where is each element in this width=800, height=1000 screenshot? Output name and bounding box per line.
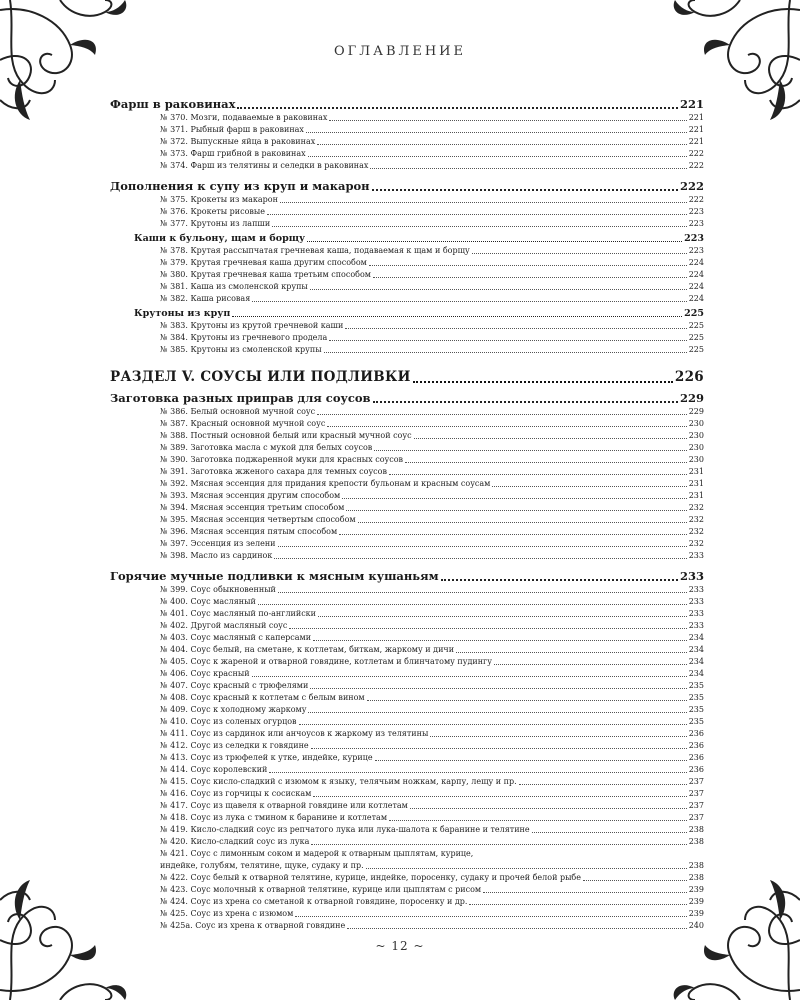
toc-page: 223 [688, 219, 704, 228]
toc-item[interactable] [110, 418, 704, 430]
toc-item[interactable] [110, 692, 704, 704]
toc-item[interactable] [110, 478, 704, 490]
dot-leader [252, 301, 686, 302]
toc-label: № 413. Соус из трюфелей к утке, индейке, курице [160, 753, 373, 762]
toc-subsection[interactable] [110, 307, 704, 320]
dot-leader [306, 132, 687, 133]
dot-leader [494, 664, 687, 665]
toc-label: № 378. Крутая рассыпчатая гречневая каша, подаваемая к щам и борщу [160, 246, 470, 255]
dot-leader [237, 107, 678, 109]
toc-label: № 397. Эссенция из зелени [160, 539, 276, 548]
toc-label: № 402. Другой масляный соус [160, 621, 288, 630]
toc-page: 232 [688, 527, 704, 536]
dot-leader [317, 414, 687, 415]
toc-item[interactable] [110, 112, 704, 124]
dot-leader [456, 652, 687, 653]
toc-label: № 421. Соус с лимонным соком и мадерой к отварным цыплятам, курице, [160, 849, 474, 858]
toc-page: 231 [688, 467, 704, 476]
toc-item[interactable] [110, 148, 704, 160]
toc-item[interactable] [110, 680, 704, 692]
toc-item[interactable] [110, 920, 704, 932]
dot-leader [410, 808, 687, 809]
toc-label: № 399. Соус обыкновенный [160, 585, 276, 594]
toc-page: 234 [688, 669, 704, 678]
dot-leader [278, 546, 687, 547]
dot-leader [345, 328, 686, 329]
toc-item[interactable] [110, 788, 704, 800]
toc-page: 237 [688, 801, 704, 810]
toc-label: индейке, голубям, телятине, щуке, судаку и пр. [160, 861, 364, 870]
toc-label: № 417. Соус из щавеля к отварной говядине или котлетам [160, 801, 408, 810]
toc-label: № 387. Красный основной мучной соус [160, 419, 326, 428]
dot-leader [389, 820, 687, 821]
dot-leader [308, 712, 686, 713]
dot-leader [519, 784, 687, 785]
toc-label: № 382. Каша рисовая [160, 294, 251, 303]
toc-page: 234 [688, 645, 704, 654]
dot-leader [317, 144, 686, 145]
toc-page: 237 [688, 813, 704, 822]
toc-section[interactable] [110, 390, 704, 406]
toc-item[interactable] [110, 716, 704, 728]
toc-label: Заготовка разных приправ для соусов [110, 391, 371, 405]
toc-label: РАЗДЕЛ V. СОУСЫ ИЛИ ПОДЛИВКИ [110, 369, 411, 385]
dot-leader [310, 688, 686, 689]
dot-leader [232, 316, 682, 317]
toc-page: 225 [688, 333, 704, 342]
dot-leader [374, 450, 686, 451]
dot-leader [267, 214, 687, 215]
toc-label: № 390. Заготовка поджаренной муки для красных соусов [160, 455, 404, 464]
toc-label: № 425а. Соус из хрена к отварной говядине [160, 921, 346, 930]
dot-leader [313, 796, 686, 797]
toc-item[interactable] [110, 526, 704, 538]
toc-item[interactable] [110, 332, 704, 344]
toc-label: № 410. Соус из соленых огурцов [160, 717, 297, 726]
toc-label: № 381. Каша из смоленской крупы [160, 282, 308, 291]
toc-page: 225 [688, 345, 704, 354]
dot-leader [280, 202, 687, 203]
toc-page: 230 [688, 443, 704, 452]
toc-item[interactable] [110, 514, 704, 526]
toc-page: 236 [688, 765, 704, 774]
toc-item[interactable] [110, 281, 704, 293]
toc-label: № 386. Белый основной мучной соус [160, 407, 316, 416]
toc-page: 229 [679, 391, 704, 405]
toc-label: № 409. Соус к холодному жаркому [160, 705, 307, 714]
toc-item[interactable] [110, 490, 704, 502]
toc-page: 233 [688, 621, 704, 630]
dot-leader [347, 928, 686, 929]
toc-page: 222 [688, 161, 704, 170]
dot-leader [367, 700, 687, 701]
toc-label: № 412. Соус из селедки к говядине [160, 741, 309, 750]
dot-leader [492, 486, 686, 487]
dot-leader [272, 226, 687, 227]
toc-item[interactable] [110, 752, 704, 764]
dot-leader [269, 772, 686, 773]
toc-page: 238 [688, 825, 704, 834]
toc-page: 234 [688, 657, 704, 666]
dot-leader [274, 558, 686, 559]
dot-leader [358, 522, 687, 523]
toc-page: 239 [688, 897, 704, 906]
dot-leader [583, 880, 687, 881]
toc-page: 238 [688, 861, 704, 870]
toc-label: № 394. Мясная эссенция третьим способом [160, 503, 345, 512]
toc-page: 221 [688, 125, 704, 134]
toc-label: № 425. Соус из хрена с изюмом [160, 909, 294, 918]
toc-page: 235 [688, 717, 704, 726]
toc-page: 239 [688, 885, 704, 894]
dot-leader [329, 340, 686, 341]
dot-leader [366, 868, 687, 869]
dot-leader [372, 189, 678, 191]
toc-page: 236 [688, 741, 704, 750]
toc-page: 229 [688, 407, 704, 416]
dot-leader [414, 438, 687, 439]
dot-leader [327, 426, 686, 427]
dot-leader [311, 748, 687, 749]
toc-item[interactable] [110, 776, 704, 788]
dot-leader [299, 724, 687, 725]
toc-label: № 400. Соус масляный [160, 597, 256, 606]
dot-leader [278, 592, 687, 593]
toc-item[interactable] [110, 502, 704, 514]
toc-page: 221 [688, 137, 704, 146]
toc-page: 237 [688, 789, 704, 798]
toc-subsection[interactable] [110, 232, 704, 245]
toc-label: Каши к бульону, щам и борщу [134, 233, 306, 244]
toc-item[interactable] [110, 704, 704, 716]
dot-leader [311, 844, 686, 845]
toc-item[interactable] [110, 812, 704, 824]
toc-item[interactable] [110, 740, 704, 752]
toc-item[interactable] [110, 632, 704, 644]
toc-label: Крутоны из круп [134, 308, 231, 319]
toc-label: № 408. Соус красный к котлетам с белым вином [160, 693, 365, 702]
toc-page: 238 [688, 873, 704, 882]
dot-leader [346, 510, 686, 511]
toc-label: № 415. Соус кисло-сладкий с изюмом к языку, телячьим ножкам, карпу, лещу и пр. [160, 777, 517, 786]
toc-page: 233 [679, 569, 704, 583]
toc-item[interactable] [110, 908, 704, 920]
page-number: ~ 12 ~ [375, 939, 425, 953]
dot-leader [252, 676, 687, 677]
toc-page: 235 [688, 705, 704, 714]
toc-item[interactable] [110, 136, 704, 148]
toc-item[interactable] [110, 764, 704, 776]
toc-page: 230 [688, 419, 704, 428]
toc-label: № 372. Выпускные яйца в раковинах [160, 137, 316, 146]
toc-page: 233 [688, 551, 704, 560]
toc-label: № 376. Крокеты рисовые [160, 207, 266, 216]
toc-item[interactable] [110, 293, 704, 305]
toc-page: 224 [688, 294, 704, 303]
dot-leader [370, 168, 686, 169]
toc-item[interactable] [110, 466, 704, 478]
toc-label: № 389. Заготовка масла с мукой для белых соусов [160, 443, 373, 452]
toc-label: № 380. Крутая гречневая каша третьим способом [160, 270, 371, 279]
toc-item[interactable] [110, 644, 704, 656]
toc-part-heading[interactable] [110, 367, 704, 387]
toc-item[interactable] [110, 896, 704, 908]
toc-label: № 392. Мясная эссенция для придания крепости бульонам и красным соусам [160, 479, 491, 488]
toc-label: № 395. Мясная эссенция четвертым способом [160, 515, 356, 524]
toc-page: 237 [688, 777, 704, 786]
toc-item[interactable] [110, 344, 704, 356]
toc-item[interactable] [110, 320, 704, 332]
toc-page: 232 [688, 503, 704, 512]
toc-page: 224 [688, 270, 704, 279]
toc-page: 236 [688, 753, 704, 762]
toc-page: 233 [688, 585, 704, 594]
dot-leader [324, 352, 687, 353]
dot-leader [310, 289, 687, 290]
dot-leader [375, 760, 687, 761]
toc-label: № 405. Соус к жареной и отварной говядине, котлетам и блинчатому пудингу [160, 657, 492, 666]
toc-item[interactable] [110, 550, 704, 562]
toc-label: Фарш в раковинах [110, 97, 236, 111]
toc-page: 235 [688, 681, 704, 690]
dot-leader [318, 616, 687, 617]
toc-page: 232 [688, 539, 704, 548]
toc-item[interactable] [110, 668, 704, 680]
toc-page: 232 [688, 515, 704, 524]
toc-item[interactable] [110, 124, 704, 136]
dot-leader [430, 736, 686, 737]
toc-item[interactable] [110, 656, 704, 668]
toc-label: № 391. Заготовка жженого сахара для темных соусов [160, 467, 387, 476]
toc-page: 222 [679, 179, 704, 193]
toc-page: 225 [688, 321, 704, 330]
toc-page: 238 [688, 837, 704, 846]
toc-page: 223 [684, 233, 704, 244]
toc-page: 230 [688, 431, 704, 440]
toc-label: Дополнения к супу из круп и макарон [110, 179, 370, 193]
toc-item[interactable] [110, 584, 704, 596]
toc-item[interactable] [110, 160, 704, 172]
toc-page: 221 [688, 113, 704, 122]
toc-label: № 370. Мозги, подаваемые в раковинах [160, 113, 328, 122]
dot-leader [308, 156, 687, 157]
toc-label: № 379. Крутая гречневая каша другим способом [160, 258, 367, 267]
toc-item[interactable] [110, 442, 704, 454]
toc-label: № 401. Соус масляный по-английски [160, 609, 317, 618]
toc-page: 233 [688, 609, 704, 618]
toc-page: 236 [688, 729, 704, 738]
toc-item[interactable] [110, 620, 704, 632]
dot-leader [483, 892, 687, 893]
toc-label: № 385. Крутоны из смоленской крупы [160, 345, 322, 354]
dot-leader [441, 579, 678, 581]
toc-label: № 393. Мясная эссенция другим способом [160, 491, 341, 500]
toc-page: 225 [684, 308, 704, 319]
dot-leader [307, 241, 682, 242]
toc-label: № 388. Постный основной белый или красный мучной соус [160, 431, 412, 440]
toc-item[interactable] [110, 884, 704, 896]
toc-label: № 375. Крокеты из макарон [160, 195, 278, 204]
toc-item[interactable] [110, 206, 704, 218]
toc-page: 231 [688, 491, 704, 500]
toc-page: 223 [688, 246, 704, 255]
toc-page: 224 [688, 258, 704, 267]
toc-item[interactable] [110, 608, 704, 620]
dot-leader [373, 277, 687, 278]
toc-label: № 403. Соус масляный с каперсами [160, 633, 312, 642]
toc-item[interactable] [110, 800, 704, 812]
toc-item[interactable] [110, 218, 704, 230]
dot-leader [369, 265, 687, 266]
toc-item-continuation[interactable] [110, 860, 704, 872]
toc-label: № 384. Крутоны из гречневого продела [160, 333, 328, 342]
dot-leader [258, 604, 687, 605]
toc-label: № 416. Соус из горчицы к сосискам [160, 789, 312, 798]
toc-item[interactable] [110, 245, 704, 257]
toc-page: 230 [688, 455, 704, 464]
toc-item[interactable] [110, 430, 704, 442]
dot-leader [289, 628, 686, 629]
toc-item[interactable] [110, 269, 704, 281]
toc-page: 224 [688, 282, 704, 291]
toc-label: № 418. Соус из лука с тмином к баранине и котлетам [160, 813, 388, 822]
toc-page: 239 [688, 909, 704, 918]
toc-item[interactable] [110, 872, 704, 884]
dot-leader [405, 462, 687, 463]
dot-leader [339, 534, 687, 535]
toc-page: 221 [679, 97, 704, 111]
toc-label: Горячие мучные подливки к мясным кушаньям [110, 569, 439, 583]
toc-label: № 424. Соус из хрена со сметаной к отварной говядине, поросенку и др. [160, 897, 468, 906]
table-of-contents [110, 93, 704, 932]
toc-item[interactable] [110, 596, 704, 608]
toc-page: 222 [688, 149, 704, 158]
dot-leader [329, 120, 686, 121]
dot-leader [469, 904, 686, 905]
toc-page: 240 [688, 921, 704, 930]
toc-label: № 406. Соус красный [160, 669, 250, 678]
toc-item[interactable] [110, 824, 704, 836]
toc-item[interactable] [110, 728, 704, 740]
toc-label: № 374. Фарш из телятины и селедки в раковинах [160, 161, 369, 170]
dot-leader [373, 401, 678, 403]
toc-label: № 423. Соус молочный к отварной телятине, курице или цыплятам с рисом [160, 885, 482, 894]
dot-leader [389, 474, 687, 475]
toc-page: 231 [688, 479, 704, 488]
toc-section[interactable] [110, 178, 704, 194]
dot-leader [413, 381, 673, 383]
toc-label: № 396. Мясная эссенция пятым способом [160, 527, 338, 536]
toc-label: № 411. Соус из сардинок или анчоусов к жаркому из телятины [160, 729, 429, 738]
dot-leader [313, 640, 687, 641]
toc-item[interactable] [110, 194, 704, 206]
running-header: ОГЛАВЛЕНИЕ [333, 44, 466, 59]
toc-label: № 419. Кисло-сладкий соус из репчатого лука или лука-шалота к баранине и телятине [160, 825, 530, 834]
toc-page: 222 [688, 195, 704, 204]
toc-label: № 371. Рыбный фарш в раковинах [160, 125, 304, 134]
toc-label: № 398. Масло из сардинок [160, 551, 273, 560]
toc-page: 233 [688, 597, 704, 606]
toc-item[interactable] [110, 406, 704, 418]
toc-item[interactable] [110, 538, 704, 550]
toc-item[interactable] [110, 848, 704, 860]
toc-label: № 414. Соус королевский [160, 765, 268, 774]
toc-label: № 377. Крутоны из лапши [160, 219, 271, 228]
toc-page: 235 [688, 693, 704, 702]
toc-page: 226 [674, 369, 704, 385]
toc-section[interactable] [110, 96, 704, 112]
toc-page: 223 [688, 207, 704, 216]
dot-leader [472, 253, 687, 254]
toc-label: № 422. Соус белый к отварной телятине, курице, индейке, поросенку, судаку и прочей белой рыбе [160, 873, 581, 882]
toc-item[interactable] [110, 257, 704, 269]
toc-label: № 404. Соус белый, на сметане, к котлетам, биткам, жаркому и дичи [160, 645, 455, 654]
toc-label: № 373. Фарш грибной в раковинах [160, 149, 306, 158]
toc-label: № 420. Кисло-сладкий соус из лука [160, 837, 310, 846]
toc-item[interactable] [110, 454, 704, 466]
toc-label: № 383. Крутоны из крутой гречневой каши [160, 321, 344, 330]
dot-leader [342, 498, 686, 499]
toc-section[interactable] [110, 568, 704, 584]
dot-leader [295, 916, 686, 917]
toc-page: 234 [688, 633, 704, 642]
toc-item[interactable] [110, 836, 704, 848]
toc-label: № 407. Соус красный с трюфелями [160, 681, 309, 690]
dot-leader [532, 832, 687, 833]
